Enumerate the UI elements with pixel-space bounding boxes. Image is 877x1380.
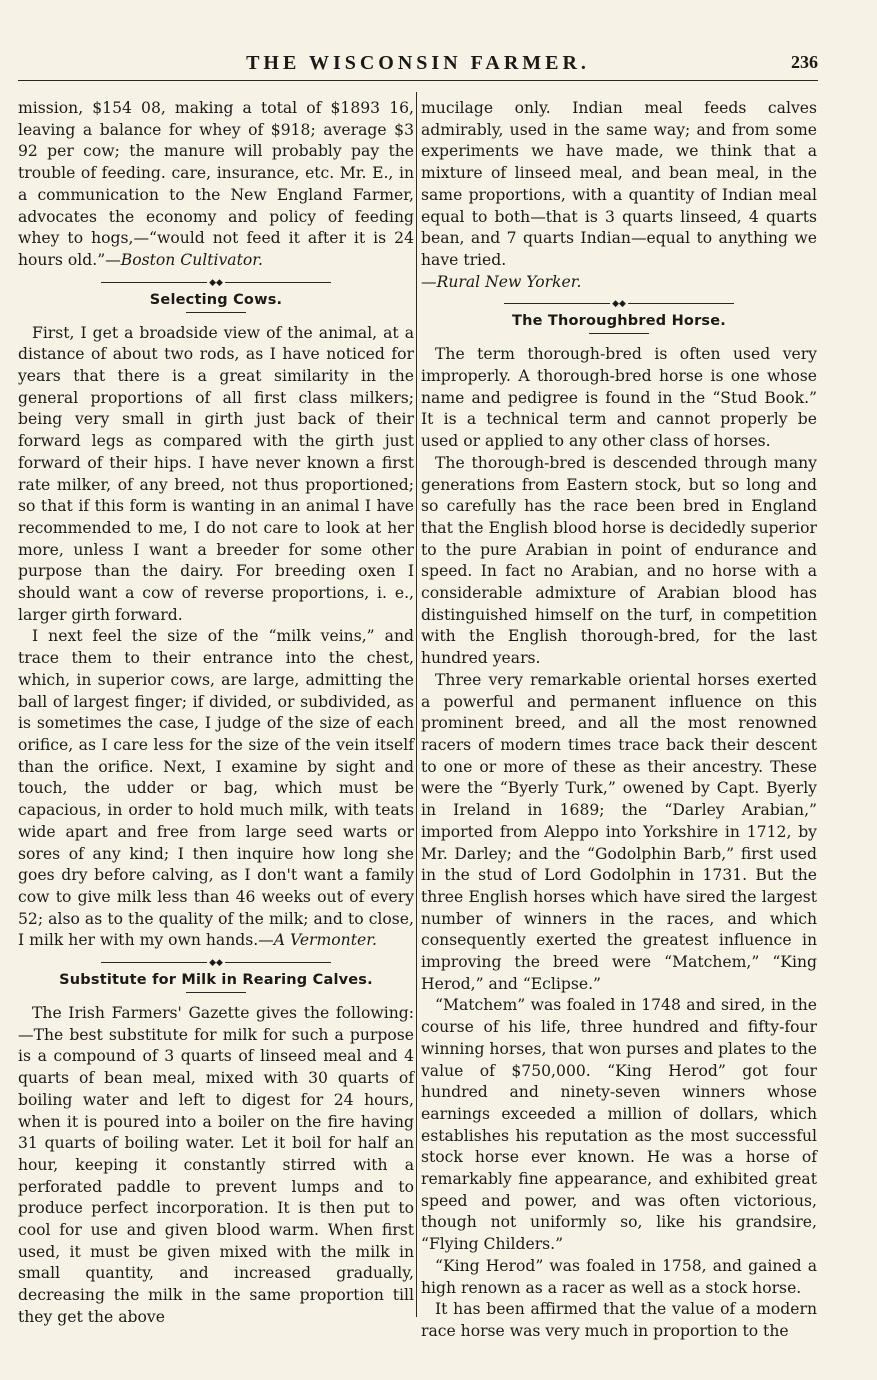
continuation-source: —Rural New Yorker.	[421, 272, 582, 291]
intro-source: Boston Cultivator.	[120, 250, 263, 269]
heading-underline	[589, 333, 649, 334]
article-paragraph: I next feel the size of the “milk veins,” and trace them to their entrance into the chest, which, in superior cows, are large, admitting the ball of largest finger; if divided, or subdivided, as is sometimes the case, I judge of the size of each orifice, as I care less for the size of the vein itself than the orifice. Next, I examine by sight and touch, the udder or bag, which must be capacious, in order to hold much milk, with teats wide apart and free from large seed warts or sores of any kind; I then inquire how long she goes dry before calving, as I don't want a family cow to give milk less than 46 weeks out of every 52; also as to the quality of the milk; and to close, I milk her with my own hands.—A Vermonter.	[18, 627, 414, 950]
article-source: A Vermonter.	[273, 931, 377, 950]
heading-underline	[186, 992, 246, 993]
article-paragraph: The term thorough-bred is often used very improperly. A thorough-bred horse is one whose name and pedigree is found in the “Stud Book.” It is a technical term and cannot properly be used or applied to any other class of horses.	[421, 345, 817, 451]
page-number: 236	[791, 52, 818, 72]
article-paragraph: Three very remarkable oriental horses exerted a powerful and permanent influence on this prominent breed, and all the most renowned racers of modern times trace back their descent to one or more of these as their ancestry. These were the “Byerly Turk,” owened by Capt. Byerly in Ireland in 1689; the “Darley Arabian,” imported from Aleppo into Yorkshire in 1712, by Mr. Darley; and the “Godolphin Barb,” first used in the stud of Lord Godolphin in 1731. But the three English horses which have sired the largest number of winners in the races, and which consequently exerted the greatest influence in improving the breed were “Matchem,” “King Herod,” and “Eclipse.”	[421, 670, 817, 993]
article-paragraph: The Irish Farmers' Gazette gives the following:—The best substitute for milk for such a purpose is a compound of 3 quarts of linseed meal and 4 quarts of bean meal, mixed with 30 quarts of boiling water and left to digest for 24 hours, when it is poured into a boiler on the fire having 31 quarts of boiling water. Let it boil for half an hour, keeping it constantly stirred with a perforated paddle to prevent lumps and to produce perfect incorporation. It is then put to cool for use and given blood warm. When first used, it must be given mixed with the milk in small quantity, and increased gradually, decreasing the milk in the same proportion till they get the above	[18, 1004, 414, 1326]
article-paragraph: “Matchem” was foaled in 1748 and sired, in the course of his life, three hundred and fifty-four winning horses, that won purses and plates to the value of $750,000. “King Herod” got four hundred and ninety-seven winners whose earnings exceeded a million of dollars, which establishes his reputation as the most successful stock horse ever known. He was a horse of remarkably fine appearance, and exhibited great speed and power, and was often victorious, though not uniformly so, like his grandsire, “Flying Childers.”	[421, 996, 817, 1254]
section-rule: ◆◆	[101, 276, 331, 290]
article-paragraph: “King Herod” was foaled in 1758, and gained a high renown as a racer as well as a stock horse.	[421, 1256, 817, 1297]
column-divider	[416, 92, 417, 1317]
page-header	[18, 50, 818, 81]
right-column	[421, 98, 817, 1343]
section-rule: ◆◆	[101, 956, 331, 970]
article-paragraph: First, I get a broadside view of the animal, at a distance of about two rods, as I have noticed for years that there is a great similarity in the general proportions of all first class milkers; being very small in girth just back of their forward legs as compared with the girth just forward of their hips. I have never known a first rate milker, of any breed, not thus proportioned; so that if this form is wanting in an animal I have recommended to me, I do not care to look at her more, unless I want a breeder for some other purpose than the dairy. For breeding oxen I should want a cow of reverse proportions, i. e., larger girth forward.	[18, 323, 414, 624]
article-paragraph: It has been affirmed that the value of a modern race horse was very much in proportion to the	[421, 1300, 817, 1340]
journal-title: THE WISCONSIN FARMER.	[246, 52, 590, 74]
article-heading-thoroughbred-horse: The Thoroughbred Horse.	[511, 313, 727, 330]
left-column	[18, 98, 414, 1329]
continuation-paragraph: mucilage only. Indian meal feeds calves admirably, used in the same way; and from some experiments we have made, we think that a mixture of linseed meal, and bean meal, in the same proportions, with a quantity of Indian meal equal to both—that is 3 quarts linseed, 4 quarts bean, and 7 quarts Indian—equal to anything we have tried.	[421, 99, 817, 269]
heading-underline	[186, 312, 246, 313]
section-rule: ◆◆	[504, 297, 734, 311]
article-heading-selecting-cows: Selecting Cows.	[149, 291, 283, 308]
intro-paragraph: mission, $154 08, making a total of $1893 16, leaving a balance for whey of $918; average $3 92 per cow; the manure will probably pay the trouble of feeding. care, insurance, etc. Mr. E., in a communication to the New England Farmer, advocates the economy and policy of feeding whey to hogs,—“would not feed it after it is 24 hours old.”—Boston Cultivator.	[18, 99, 414, 269]
article-heading-substitute-milk: Substitute for Milk in Rearing Calves.	[59, 972, 373, 989]
article-paragraph: The thorough-bred is descended through many generations from Eastern stock, but so long and so carefully has the race been bred in England that the English blood horse is decidedly superior to the pure Arabian in point of endurance and speed. In fact no Arabian, and no horse with a considerable admixture of Arabian blood has distinguished himself on the turf, in competition with the English thorough-bred, for the last hundred years.	[421, 453, 817, 668]
